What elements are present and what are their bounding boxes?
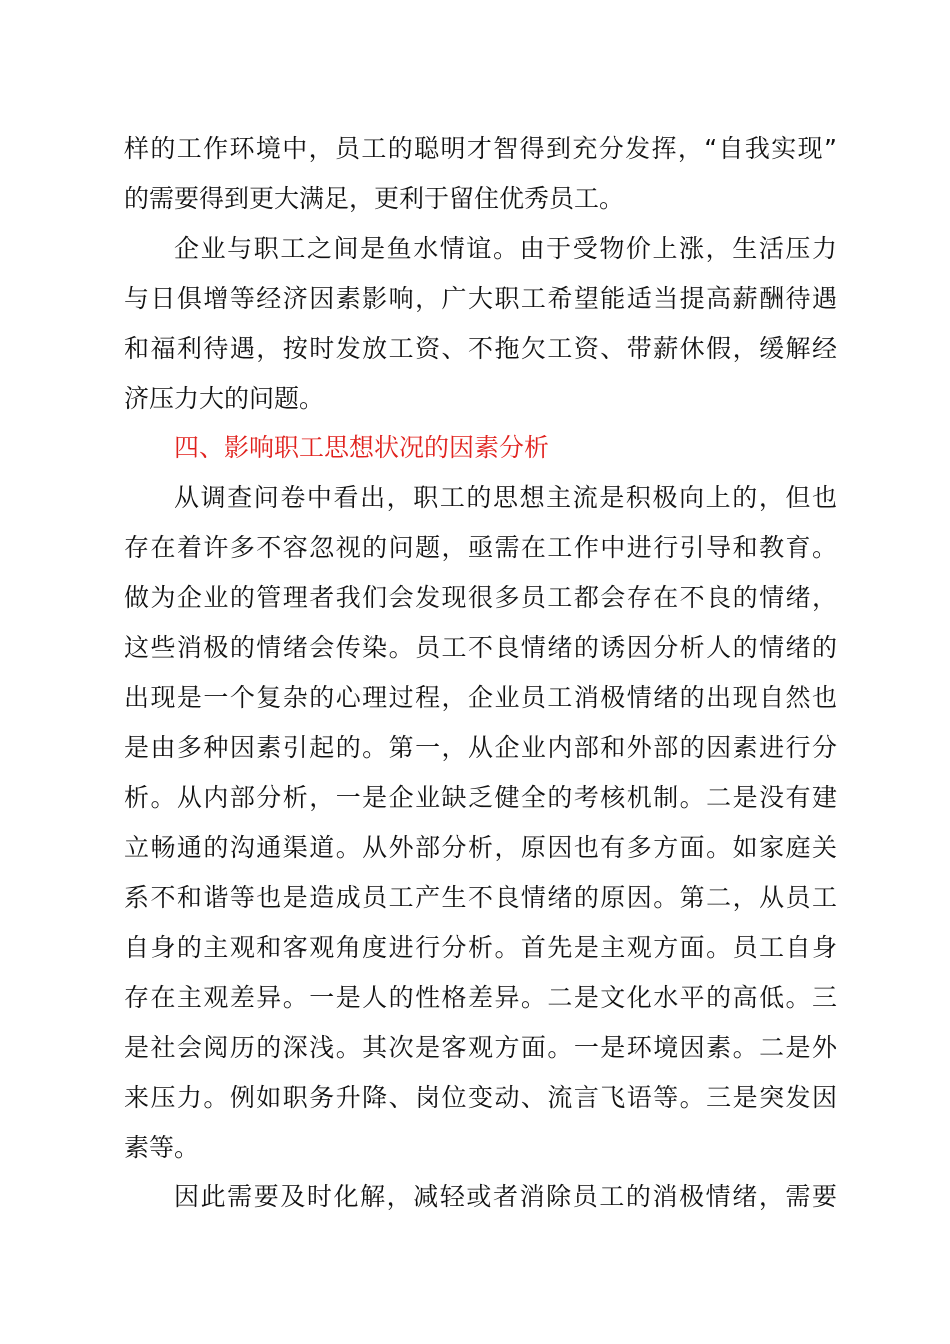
- paragraph-line: 与日俱增等经济因素影响，广大职工希望能适当提高薪酬待遇: [124, 284, 837, 313]
- paragraph-line: 的需要得到更大满足，更利于留住优秀员工。: [124, 184, 625, 213]
- paragraph-line: 因此需要及时化解，减轻或者消除员工的消极情绪，需要: [174, 1182, 837, 1211]
- paragraph-line: 存在着许多不容忽视的问题，亟需在工作中进行引导和教育。: [124, 533, 837, 562]
- paragraph-line: 是由多种因素引起的。第一，从企业内部和外部的因素进行分: [124, 733, 837, 762]
- paragraph-line: 是社会阅历的深浅。其次是客观方面。一是环境因素。二是外: [124, 1033, 837, 1062]
- paragraph-line: 立畅通的沟通渠道。从外部分析，原因也有多方面。如家庭关: [124, 833, 837, 862]
- paragraph-line: 样的工作环境中，员工的聪明才智得到充分发挥，“自我实现”: [124, 134, 837, 163]
- paragraph-line: 自身的主观和客观角度进行分析。首先是主观方面。员工自身: [124, 933, 837, 962]
- paragraph-line: 济压力大的问题。: [124, 384, 325, 413]
- paragraph-line: 做为企业的管理者我们会发现很多员工都会存在不良的情绪，: [124, 583, 837, 612]
- paragraph-line: 来压力。例如职务升降、岗位变动、流言飞语等。三是突发因: [124, 1083, 837, 1112]
- paragraph-line: 出现是一个复杂的心理过程，企业员工消极情绪的出现自然也: [124, 683, 837, 712]
- paragraph-line: 存在主观差异。一是人的性格差异。二是文化水平的高低。三: [124, 983, 837, 1012]
- paragraph-line: 企业与职工之间是鱼水情谊。由于受物价上涨，生活压力: [174, 234, 837, 263]
- paragraph-line: 素等。: [124, 1133, 200, 1162]
- paragraph-line: 析。从内部分析，一是企业缺乏健全的考核机制。二是没有建: [124, 783, 837, 812]
- paragraph-line: 和福利待遇，按时发放工资、不拖欠工资、带薪休假，缓解经: [124, 334, 837, 363]
- section-heading: 四、影响职工思想状况的因素分析: [174, 433, 550, 462]
- paragraph-line: 从调查问卷中看出，职工的思想主流是积极向上的，但也: [174, 483, 837, 512]
- paragraph-line: 这些消极的情绪会传染。员工不良情绪的诱因分析人的情绪的: [124, 633, 837, 662]
- paragraph-line: 系不和谐等也是造成员工产生不良情绪的原因。第二，从员工: [124, 883, 837, 912]
